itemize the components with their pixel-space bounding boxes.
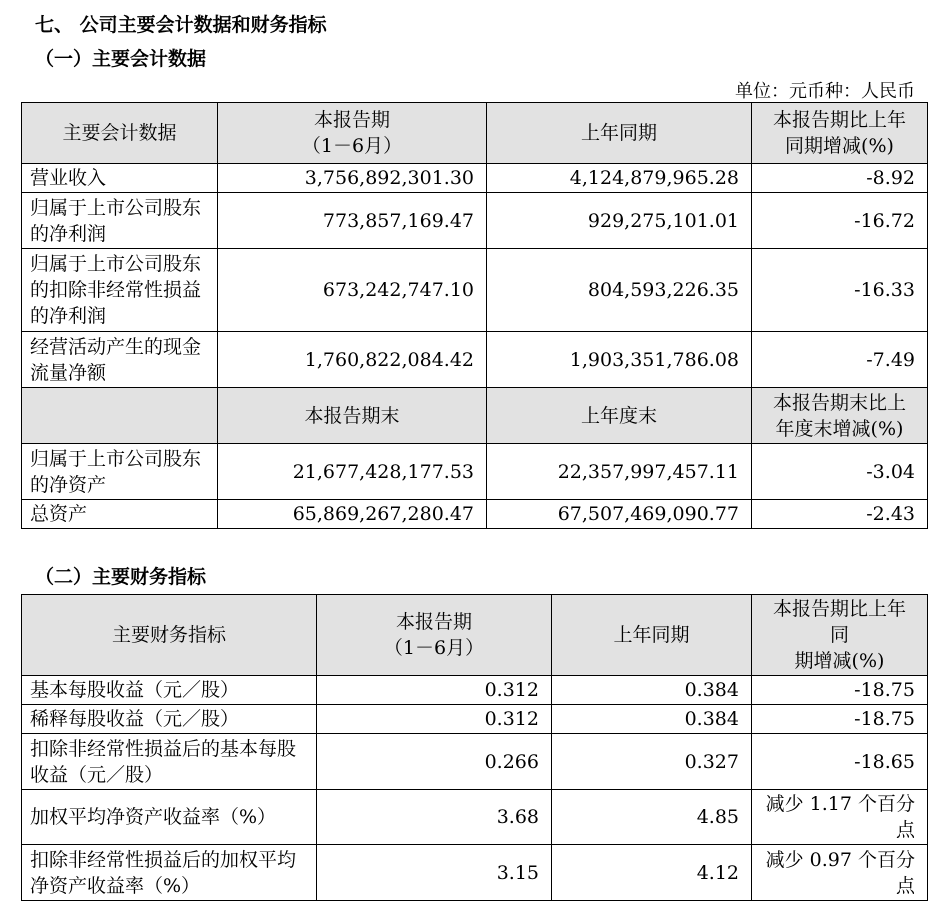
section-title: 七、 公司主要会计数据和财务指标 [35, 14, 327, 36]
table-row [22, 500, 928, 529]
change-value: -18.65 [752, 734, 928, 790]
table-subheader-row [22, 388, 928, 444]
header-cell: 主要会计数据 [22, 103, 218, 164]
row-label: 营业收入 [22, 164, 218, 193]
subheader-cell: 本报告期末 [218, 388, 487, 444]
accounting-data-table [21, 102, 928, 529]
row-label: 扣除非经常性损益后的加权平均净资产收益率（%） [22, 845, 317, 901]
header-cell-line: （1－6月） [383, 637, 485, 659]
current-value: 0.312 [317, 676, 552, 705]
row-label: 总资产 [22, 500, 218, 529]
change-value: -16.33 [752, 249, 928, 332]
subheader-cell-line: 本报告期末比上 [772, 391, 906, 414]
currency-unit-note: 单位：元币种：人民币 [735, 81, 915, 102]
current-value: 0.312 [317, 705, 552, 734]
change-value: -18.75 [752, 705, 928, 734]
prior-value: 0.384 [552, 705, 752, 734]
table-row [22, 332, 928, 388]
subsection-title-financial-indicators: （二）主要财务指标 [35, 566, 207, 588]
header-cell-line: 本报告期 [395, 611, 472, 633]
change-value: -16.72 [752, 193, 928, 249]
header-cell: 上年同期 [552, 595, 752, 676]
current-value: 673,242,747.10 [218, 249, 487, 332]
table-row [22, 249, 928, 332]
financial-indicators-table [21, 594, 928, 901]
subsection-title-accounting-data: （一）主要会计数据 [35, 48, 207, 70]
current-value: 3.15 [317, 845, 552, 901]
change-value: -8.92 [752, 164, 928, 193]
current-value: 65,869,267,280.47 [218, 500, 487, 529]
row-label: 扣除非经常性损益后的基本每股收益（元／股） [22, 734, 317, 790]
header-cell: 上年同期 [487, 103, 752, 164]
row-label: 归属于上市公司股东的净资产 [22, 444, 218, 500]
table-row [22, 193, 928, 249]
table-row [22, 734, 928, 790]
row-label: 归属于上市公司股东的扣除非经常性损益的净利润 [22, 249, 218, 332]
change-value: -18.75 [752, 676, 928, 705]
prior-value: 4.85 [552, 790, 752, 845]
current-value: 3,756,892,301.30 [218, 164, 487, 193]
table-row [22, 705, 928, 734]
current-value: 0.266 [317, 734, 552, 790]
current-value: 3.68 [317, 790, 552, 845]
prior-value: 0.384 [552, 676, 752, 705]
header-cell-line: 同期增减(%) [785, 135, 894, 157]
row-label: 加权平均净资产收益率（%） [22, 790, 317, 845]
table-header-row [22, 595, 928, 676]
current-value: 773,857,169.47 [218, 193, 487, 249]
prior-value: 22,357,997,457.11 [487, 444, 752, 500]
header-cell-line: 本报告期比上年 [772, 109, 906, 131]
header-cell [752, 103, 928, 164]
row-label: 归属于上市公司股东的净利润 [22, 193, 218, 249]
change-value: 减少 1.17 个百分点 [752, 790, 928, 845]
table-row [22, 845, 928, 901]
change-value: 减少 0.97 个百分点 [752, 845, 928, 901]
row-label: 基本每股收益（元／股） [22, 676, 317, 705]
header-cell [218, 103, 487, 164]
prior-value: 4,124,879,965.28 [487, 164, 752, 193]
subheader-cell [22, 388, 218, 444]
subheader-cell-line: 年度末增减(%) [775, 417, 904, 440]
change-value: -7.49 [752, 332, 928, 388]
header-cell [317, 595, 552, 676]
change-value: -3.04 [752, 444, 928, 500]
prior-value: 929,275,101.01 [487, 193, 752, 249]
prior-value: 1,903,351,786.08 [487, 332, 752, 388]
prior-value: 67,507,469,090.77 [487, 500, 752, 529]
current-value: 21,677,428,177.53 [218, 444, 487, 500]
prior-value: 804,593,226.35 [487, 249, 752, 332]
header-cell-line: 期增减(%) [794, 650, 885, 672]
header-cell-line: 本报告期比上年同 [772, 598, 906, 646]
change-value: -2.43 [752, 500, 928, 529]
subheader-cell [752, 388, 928, 444]
row-label: 经营活动产生的现金流量净额 [22, 332, 218, 388]
table-row [22, 676, 928, 705]
table-header-row [22, 103, 928, 164]
header-cell-line: 本报告期 [313, 109, 390, 131]
table-row [22, 164, 928, 193]
header-cell-line: （1－6月） [301, 135, 403, 157]
header-cell [752, 595, 928, 676]
table-row [22, 790, 928, 845]
row-label: 稀释每股收益（元／股） [22, 705, 317, 734]
current-value: 1,760,822,084.42 [218, 332, 487, 388]
prior-value: 4.12 [552, 845, 752, 901]
header-cell: 主要财务指标 [22, 595, 317, 676]
prior-value: 0.327 [552, 734, 752, 790]
table-row [22, 444, 928, 500]
subheader-cell: 上年度末 [487, 388, 752, 444]
